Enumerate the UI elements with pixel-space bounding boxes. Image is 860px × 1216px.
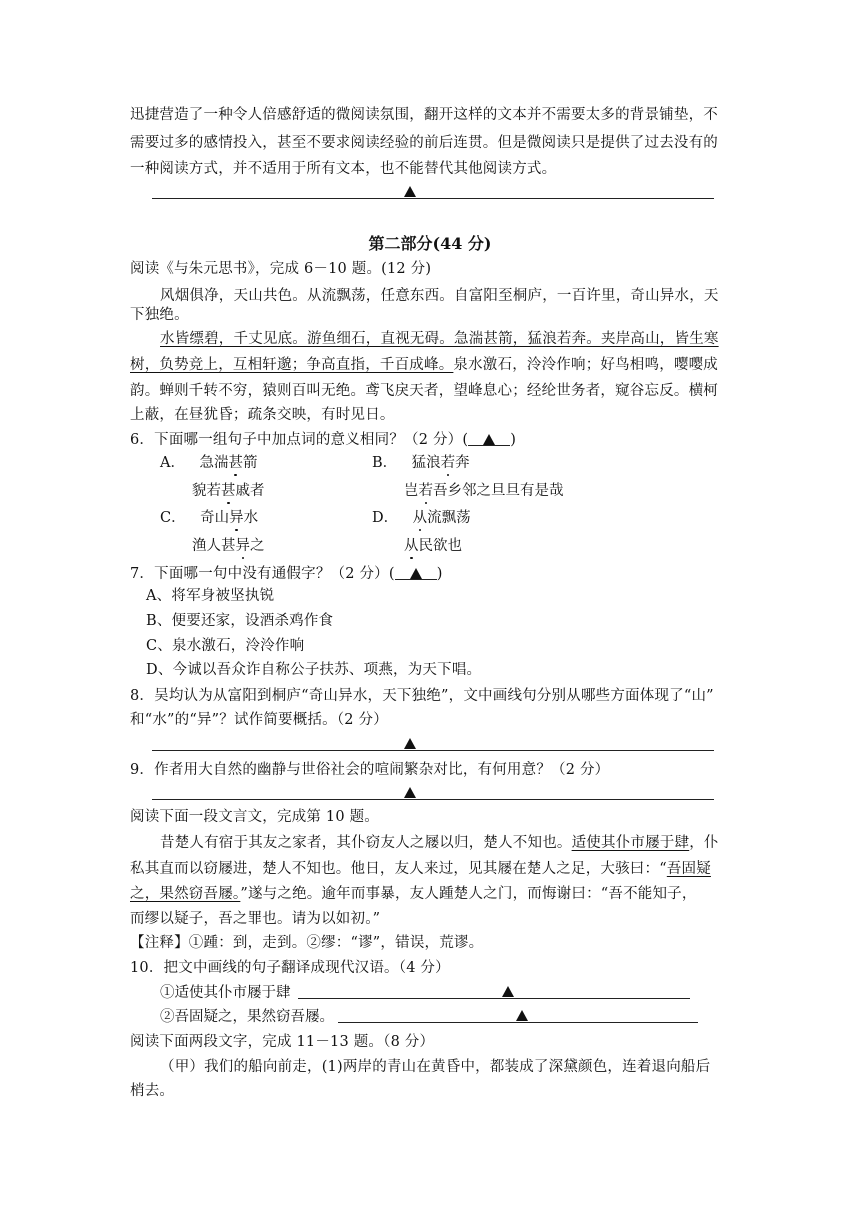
reading3-instruction: 阅读下面两段文字，完成 11－13 题。（8 分） <box>130 1034 435 1050</box>
text-segment: 箭 <box>242 455 258 471</box>
q7-stem <box>130 567 730 582</box>
triangle-icon <box>410 568 422 579</box>
option-letter: D． <box>372 510 399 526</box>
text-segment: ”遂与之绝。逾年而事暴，友人踵楚人之门，而悔谢曰：“吾不能知子， <box>240 886 697 902</box>
reading2-line3 <box>130 887 730 902</box>
reading1-para2-line3: 韵。蝉则千转不穷，猿则百叫无绝。鸢飞戾天者，望峰息心；经纶世务者，窥谷忘反。横柯 <box>130 383 718 399</box>
q10-item1-answer-line[interactable] <box>298 998 690 999</box>
dotted-word: 甚 <box>228 455 243 471</box>
q6-option-b-line1 <box>372 456 470 471</box>
reading2-line4: 而缪以疑子，吾之罪也。请为以如初。” <box>130 911 381 927</box>
option-letter: B． <box>372 455 398 471</box>
q7-option-c: C、泉水激石，泠泠作响 <box>146 638 305 654</box>
text-segment: ，仆 <box>689 835 719 851</box>
q6-stem-text: 6．下面哪一组句子中加点词的意义相同？（2 分）( <box>130 432 469 448</box>
dotted-word: 异 <box>229 510 244 526</box>
text-segment: 民欲也 <box>418 538 462 554</box>
q6-stem-end: ) <box>510 432 517 448</box>
dotted-word: 若 <box>440 455 456 471</box>
q7-option-a: A、将军身被坚执锐 <box>146 588 275 604</box>
q10-item1: ①适使其仆市屦于肆 <box>160 985 291 1001</box>
triangle-icon <box>516 1010 528 1021</box>
dotted-word: 从 <box>404 538 419 554</box>
q7-option-d: D、今诚以吾众诈自称公子扶苏、项燕，为天下唱。 <box>146 662 482 678</box>
q6-option-c-line1 <box>160 511 258 526</box>
reading1-para1-line2: 下独绝。 <box>130 307 189 323</box>
dotted-word: 从 <box>412 510 428 526</box>
dotted-word: 甚 <box>221 483 236 499</box>
text-segment: 奔 <box>455 455 470 471</box>
reading1-para1-line1: 风烟俱净，天山共色。从流飘荡，任意东西。自富阳至桐庐，一百许里，奇山异水，天 <box>160 288 719 304</box>
q7-stem-text: 7．下面哪一句中没有通假字？（2 分）( <box>130 566 395 582</box>
q6-option-c-line2 <box>192 539 265 554</box>
dotted-word: 异 <box>235 538 250 554</box>
triangle-icon <box>404 787 416 798</box>
q6-option-d-line2 <box>404 539 462 554</box>
text-segment: 吾乡邻之旦旦有是哉 <box>433 483 564 499</box>
q9-answer-line[interactable] <box>152 799 714 800</box>
text-segment: 渔人甚 <box>192 538 236 554</box>
text-segment: 戚者 <box>235 483 265 499</box>
q9-stem: 9．作者用大自然的幽静与世俗社会的喧闹繁杂对比，有何用意？（2 分） <box>130 762 610 778</box>
option-letter: C． <box>160 510 186 526</box>
intro-line-2: 需要过多的感情投入，甚至不要求阅读经验的前后连贯。但是微阅读只是提供了过去没有的 <box>130 135 718 151</box>
text-segment: 貌若 <box>192 483 221 499</box>
reading1-para2-line4: 上蔽，在昼犹昏；疏条交映，有时见日。 <box>130 407 395 423</box>
underlined-sentence: 之，果然窃吾屦。 <box>130 886 241 902</box>
q6-option-a-line1 <box>160 456 257 471</box>
reading2-instruction: 阅读下面一段文言文，完成第 10 题。 <box>130 809 379 825</box>
q10-stem: 10．把文中画线的句子翻译成现代汉语。（4 分） <box>130 960 450 976</box>
q6-stem <box>130 433 730 448</box>
text-segment: 之 <box>250 538 265 554</box>
section-title: 第二部分(44 分) <box>368 234 492 253</box>
reading2-note: 【注释】①踵：到，走到。②缪：“谬”，错误，荒谬。 <box>130 935 484 951</box>
text-segment: 岂 <box>404 483 419 499</box>
triangle-icon <box>404 186 416 197</box>
answer-line-intro[interactable] <box>152 198 714 199</box>
reading3-line2: 梢去。 <box>130 1083 175 1099</box>
text-segment: 猛浪 <box>411 455 441 471</box>
underlined-sentence: 适使其仆市屦于肆 <box>571 835 690 851</box>
underlined-sentence: 水皆缥碧，千丈见底。游鱼细石，直视无碍。急湍甚箭，猛浪若奔。夹岸高山，皆生寒 <box>160 331 719 347</box>
underlined-sentence: 树，负势竞上，互相轩邈；争高直指，千百成峰。 <box>130 357 454 373</box>
text-segment: 泉水激石，泠泠作响；好鸟相鸣，嘤嘤成 <box>453 357 719 373</box>
reading1-para2-line2 <box>130 358 730 373</box>
underlined-sentence: 吾固疑 <box>666 861 711 877</box>
text-segment: 流飘荡 <box>427 510 471 526</box>
text-segment: 奇山 <box>200 510 230 526</box>
q7-option-b: B、便要还家，设酒杀鸡作食 <box>146 613 334 629</box>
q6-option-a-line2 <box>192 484 265 499</box>
q8-stem-line2: 和“水”的“异”？试作简要概括。（2 分） <box>130 712 388 728</box>
dotted-word: 若 <box>418 483 433 499</box>
text-segment: 昔楚人有宿于其友之家者，其仆窃友人之屦以归，楚人不知也。 <box>160 835 572 851</box>
triangle-icon <box>502 986 514 997</box>
reading3-line1: （甲）我们的船向前走，(1)两岸的青山在黄昏中，都装成了深黛颜色，连着退向船后 <box>160 1059 711 1075</box>
option-letter: A． <box>160 455 185 471</box>
intro-line-3: 一种阅读方式，并不适用于所有文本，也不能替代其他阅读方式。 <box>130 161 557 177</box>
q6-answer-blank[interactable] <box>468 433 510 446</box>
text-segment: 急湍 <box>199 455 229 471</box>
text-segment: 水 <box>243 510 259 526</box>
reading1-para2-line1 <box>160 332 760 347</box>
intro-line-1: 迅捷营造了一种令人倍感舒适的微阅读氛围，翻开这样的文本并不需要太多的背景铺垫，不 <box>130 107 718 123</box>
reading2-line1 <box>160 836 760 851</box>
triangle-icon <box>404 738 416 749</box>
q7-stem-end: ) <box>436 566 443 582</box>
q6-option-b-line2 <box>404 484 564 499</box>
reading2-line2 <box>130 862 730 877</box>
reading1-instruction: 阅读《与朱元思书》，完成 6－10 题。(12 分) <box>130 261 432 277</box>
text-segment: 私其直而以窃屦进，楚人不知也。他日，友人来过，见其屦在楚人之足，大骇曰：“ <box>130 861 667 877</box>
q10-item2-answer-line[interactable] <box>338 1022 698 1023</box>
q10-item2: ②吾固疑之，果然窃吾屦。 <box>160 1009 334 1025</box>
q8-stem-line1: 8．吴均认为从富阳到桐庐“奇山异水，天下独绝”，文中画线句分别从哪些方面体现了“山” <box>130 688 714 704</box>
triangle-icon <box>483 434 495 445</box>
q6-option-d-line1 <box>372 511 471 526</box>
q8-answer-line[interactable] <box>152 750 714 751</box>
q7-answer-blank[interactable] <box>395 567 437 580</box>
